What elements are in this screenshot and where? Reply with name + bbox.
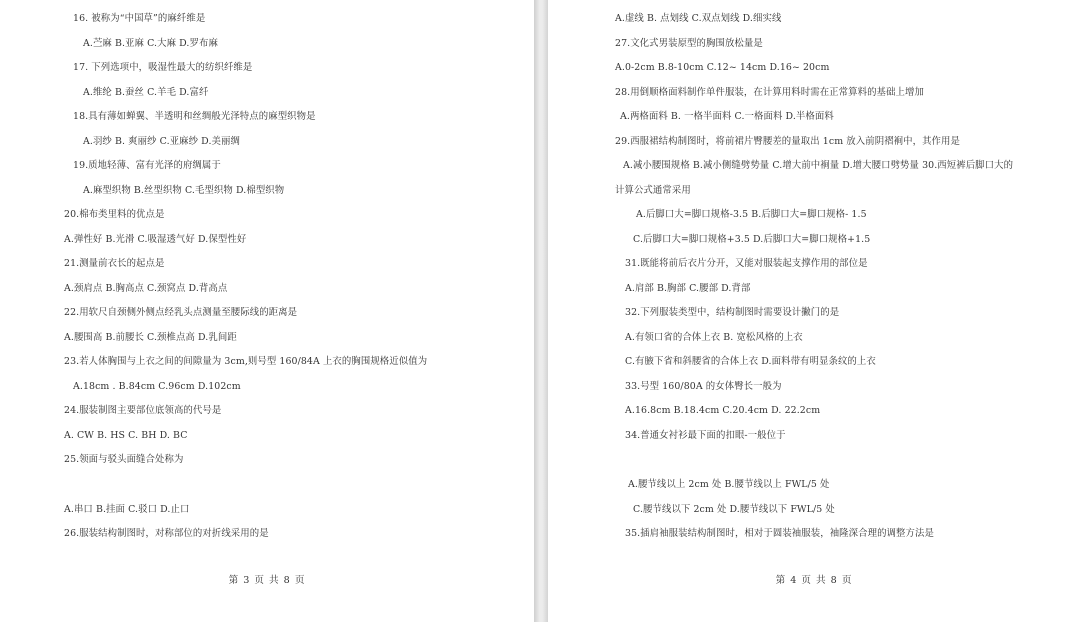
document-page-left [0, 0, 534, 622]
question-20: 20.棉布类里料的优点是 [64, 209, 165, 220]
options-30-ab: A.后脚口大=脚口规格-3.5 B.后脚口大=脚口规格- 1.5 [636, 209, 867, 220]
options-20: A.弹性好 B.光滑 C.吸湿透气好 D.保型性好 [64, 234, 247, 245]
question-25: 25.领面与驳头面缝合处称为 [64, 454, 184, 465]
question-23: 23.若人体胸围与上衣之间的间隙量为 3cm,则号型 160/84A 上衣的胸围规格近似值为 [64, 356, 428, 367]
options-32-cd: C.有腋下省和斜腰省的合体上衣 D.面料带有明显条纹的上衣 [625, 356, 876, 367]
question-31: 31.既能将前后衣片分开，又能对服装起支撑作用的部位是 [625, 258, 868, 269]
options-34-cd: C.腰节线以下 2cm 处 D.腰节线以下 FWL/5 处 [633, 504, 835, 515]
question-30-continued: 计算公式通常采用 [615, 185, 691, 196]
options-23: A.18cm . B.84cm C.96cm D.102cm [73, 381, 241, 392]
options-30-cd: C.后脚口大=脚口规格+3.5 D.后脚口大=脚口规格+1.5 [633, 234, 871, 245]
options-26: A.虚线 B. 点划线 C.双点划线 D.细实线 [615, 13, 782, 24]
options-33: A.16.8cm B.18.4cm C.20.4cm D. 22.2cm [625, 405, 821, 416]
options-25: A.串口 B.挂面 C.驳口 D.止口 [64, 504, 190, 515]
page-divider [534, 0, 548, 622]
question-17: 17. 下列选项中，吸湿性最大的纺织纤维是 [73, 62, 253, 73]
question-34: 34.普通女衬衫最下面的扣眼-一般位于 [625, 430, 786, 441]
document-page-right [548, 0, 1080, 622]
options-16: A.苎麻 B.亚麻 C.大麻 D.罗布麻 [83, 38, 218, 49]
question-27: 27.文化式男装原型的胸围放松量是 [615, 38, 763, 49]
options-18: A.羽纱 B. 爽丽纱 C.亚麻纱 D.美丽绸 [83, 136, 240, 147]
options-22: A.腰围高 B.前腰长 C.颈椎点高 D.乳间距 [64, 332, 237, 343]
options-31: A.肩部 B.胸部 C.腰部 D.背部 [625, 283, 751, 294]
options-24: A. CW B. HS C. BH D. BC [64, 430, 188, 441]
options-28: A.两格面料 B. 一格半面料 C.一格面料 D.半格面料 [620, 111, 834, 122]
options-17: A.维纶 B.蚕丝 C.羊毛 D.富纤 [83, 87, 209, 98]
page-footer-right: 第 4 页 共 8 页 [775, 575, 853, 586]
question-24: 24.服装制图主要部位底领高的代号是 [64, 405, 222, 416]
question-18: 18.具有薄如蝉翼、半透明和丝绸般光泽特点的麻型织物是 [73, 111, 316, 122]
question-22: 22.用软尺自颈侧外侧点经乳头点测量至腰际线的距离是 [64, 307, 298, 318]
question-19: 19.质地轻薄、富有光泽的府绸属于 [73, 160, 221, 171]
options-27: A.0-2cm B.8-10cm C.12~ 14cm D.16~ 20cm [615, 62, 830, 73]
question-16: 16. 被称为“中国草”的麻纤维是 [73, 13, 206, 24]
options-34-ab: A.腰节线以上 2cm 处 B.腰节线以上 FWL/5 处 [628, 479, 830, 490]
question-21: 21.测量前衣长的起点是 [64, 258, 165, 269]
question-35: 35.插肩袖服装结构制图时，相对于圆装袖服装，袖隆深合理的调整方法是 [625, 528, 934, 539]
question-33: 33.号型 160/80A 的女体臀长一般为 [625, 381, 782, 392]
page-footer-left: 第 3 页 共 8 页 [228, 575, 306, 586]
question-28: 28.用倒顺格面料制作单件服装，在计算用料时需在正常算料的基础上增加 [615, 87, 924, 98]
question-32: 32.下列服装类型中，结构制图时需要设计撇门的是 [625, 307, 840, 318]
options-21: A.颈肩点 B.胸高点 C.颈窝点 D.背高点 [64, 283, 228, 294]
options-29: A.减小腰围规格 B.减小侧缝劈势量 C.增大前中裥量 D.增大腰口劈势量 30.西短裤后脚口大的 [623, 160, 1014, 171]
question-26: 26.服装结构制图时，对称部位的对折线采用的是 [64, 528, 269, 539]
options-32-ab: A.有领口省的合体上衣 B. 宽松风格的上衣 [625, 332, 803, 343]
question-29: 29.西服裙结构制图时，将前裙片臀腰差的量取出 1cm 放入前阴褶裥中，其作用是 [615, 136, 960, 147]
options-19: A.麻型织物 B.丝型织物 C.毛型织物 D.棉型织物 [83, 185, 285, 196]
